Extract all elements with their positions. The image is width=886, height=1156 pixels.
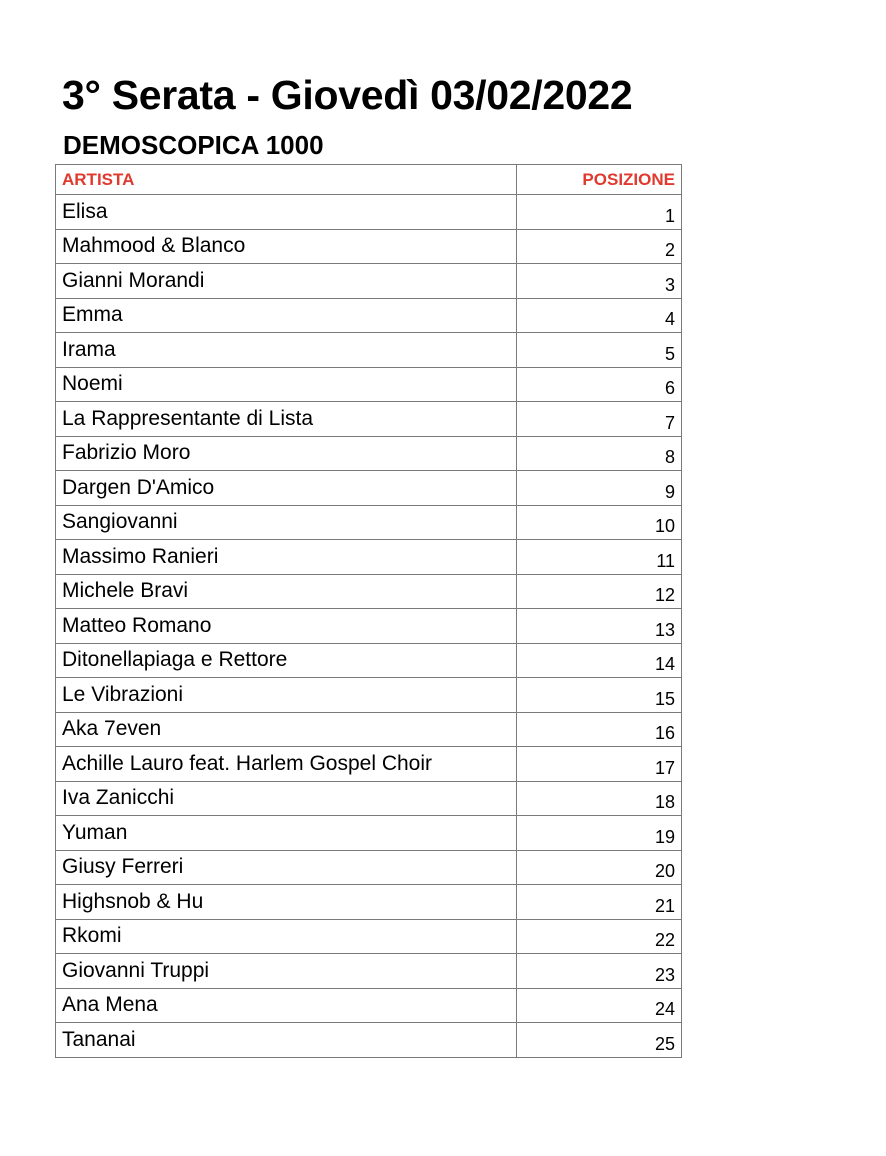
position-cell: 22 — [517, 919, 682, 954]
table-row — [56, 850, 682, 885]
position-cell: 13 — [517, 609, 682, 644]
artist-cell: Aka 7even — [56, 712, 517, 747]
artist-cell: Giovanni Truppi — [56, 954, 517, 989]
table-row — [56, 919, 682, 954]
table-row — [56, 678, 682, 713]
table-row — [56, 747, 682, 782]
artist-cell: Rkomi — [56, 919, 517, 954]
page-subtitle: DEMOSCOPICA 1000 — [63, 130, 324, 160]
position-cell: 17 — [517, 747, 682, 782]
position-cell: 21 — [517, 885, 682, 920]
position-cell: 18 — [517, 781, 682, 816]
table-row — [56, 609, 682, 644]
position-cell: 1 — [517, 195, 682, 230]
artist-cell: Michele Bravi — [56, 574, 517, 609]
artist-cell: Sangiovanni — [56, 505, 517, 540]
artist-cell: Dargen D'Amico — [56, 471, 517, 506]
table-row — [56, 471, 682, 506]
position-cell: 7 — [517, 402, 682, 437]
table-row — [56, 436, 682, 471]
artist-cell: Fabrizio Moro — [56, 436, 517, 471]
artist-cell: Ana Mena — [56, 988, 517, 1023]
position-cell: 15 — [517, 678, 682, 713]
artist-cell: La Rappresentante di Lista — [56, 402, 517, 437]
artist-cell: Iva Zanicchi — [56, 781, 517, 816]
position-cell: 4 — [517, 298, 682, 333]
position-cell: 24 — [517, 988, 682, 1023]
artist-cell: Ditonellapiaga e Rettore — [56, 643, 517, 678]
table-row — [56, 195, 682, 230]
position-cell: 25 — [517, 1023, 682, 1058]
position-cell: 12 — [517, 574, 682, 609]
table-row — [56, 954, 682, 989]
table-row — [56, 229, 682, 264]
page-title: 3° Serata - Giovedì 03/02/2022 — [62, 72, 633, 118]
artist-cell: Tananai — [56, 1023, 517, 1058]
table-row — [56, 712, 682, 747]
table-row — [56, 816, 682, 851]
table-row — [56, 540, 682, 575]
artist-cell: Elisa — [56, 195, 517, 230]
position-cell: 6 — [517, 367, 682, 402]
position-cell: 11 — [517, 540, 682, 575]
artist-cell: Massimo Ranieri — [56, 540, 517, 575]
table-row — [56, 574, 682, 609]
artist-cell: Le Vibrazioni — [56, 678, 517, 713]
table-row — [56, 988, 682, 1023]
position-cell: 9 — [517, 471, 682, 506]
header-position: POSIZIONE — [517, 165, 682, 195]
table-row — [56, 333, 682, 368]
table-row — [56, 264, 682, 299]
table-row — [56, 1023, 682, 1058]
table-row — [56, 781, 682, 816]
position-cell: 16 — [517, 712, 682, 747]
artist-cell: Mahmood & Blanco — [56, 229, 517, 264]
artist-cell: Giusy Ferreri — [56, 850, 517, 885]
artist-cell: Yuman — [56, 816, 517, 851]
artist-cell: Matteo Romano — [56, 609, 517, 644]
position-cell: 19 — [517, 816, 682, 851]
table-row — [56, 505, 682, 540]
table-row — [56, 885, 682, 920]
artist-cell: Highsnob & Hu — [56, 885, 517, 920]
position-cell: 23 — [517, 954, 682, 989]
artist-cell: Achille Lauro feat. Harlem Gospel Choir — [56, 747, 517, 782]
position-cell: 5 — [517, 333, 682, 368]
table-row — [56, 402, 682, 437]
position-cell: 10 — [517, 505, 682, 540]
position-cell: 3 — [517, 264, 682, 299]
position-cell: 8 — [517, 436, 682, 471]
artist-cell: Irama — [56, 333, 517, 368]
artist-cell: Noemi — [56, 367, 517, 402]
table-body — [56, 195, 682, 1058]
artist-cell: Gianni Morandi — [56, 264, 517, 299]
table-header-row — [56, 165, 682, 195]
artist-cell: Emma — [56, 298, 517, 333]
position-cell: 20 — [517, 850, 682, 885]
table-row — [56, 643, 682, 678]
position-cell: 14 — [517, 643, 682, 678]
table-row — [56, 298, 682, 333]
position-cell: 2 — [517, 229, 682, 264]
results-table — [55, 164, 682, 1058]
header-artist: ARTISTA — [56, 165, 517, 195]
table-row — [56, 367, 682, 402]
